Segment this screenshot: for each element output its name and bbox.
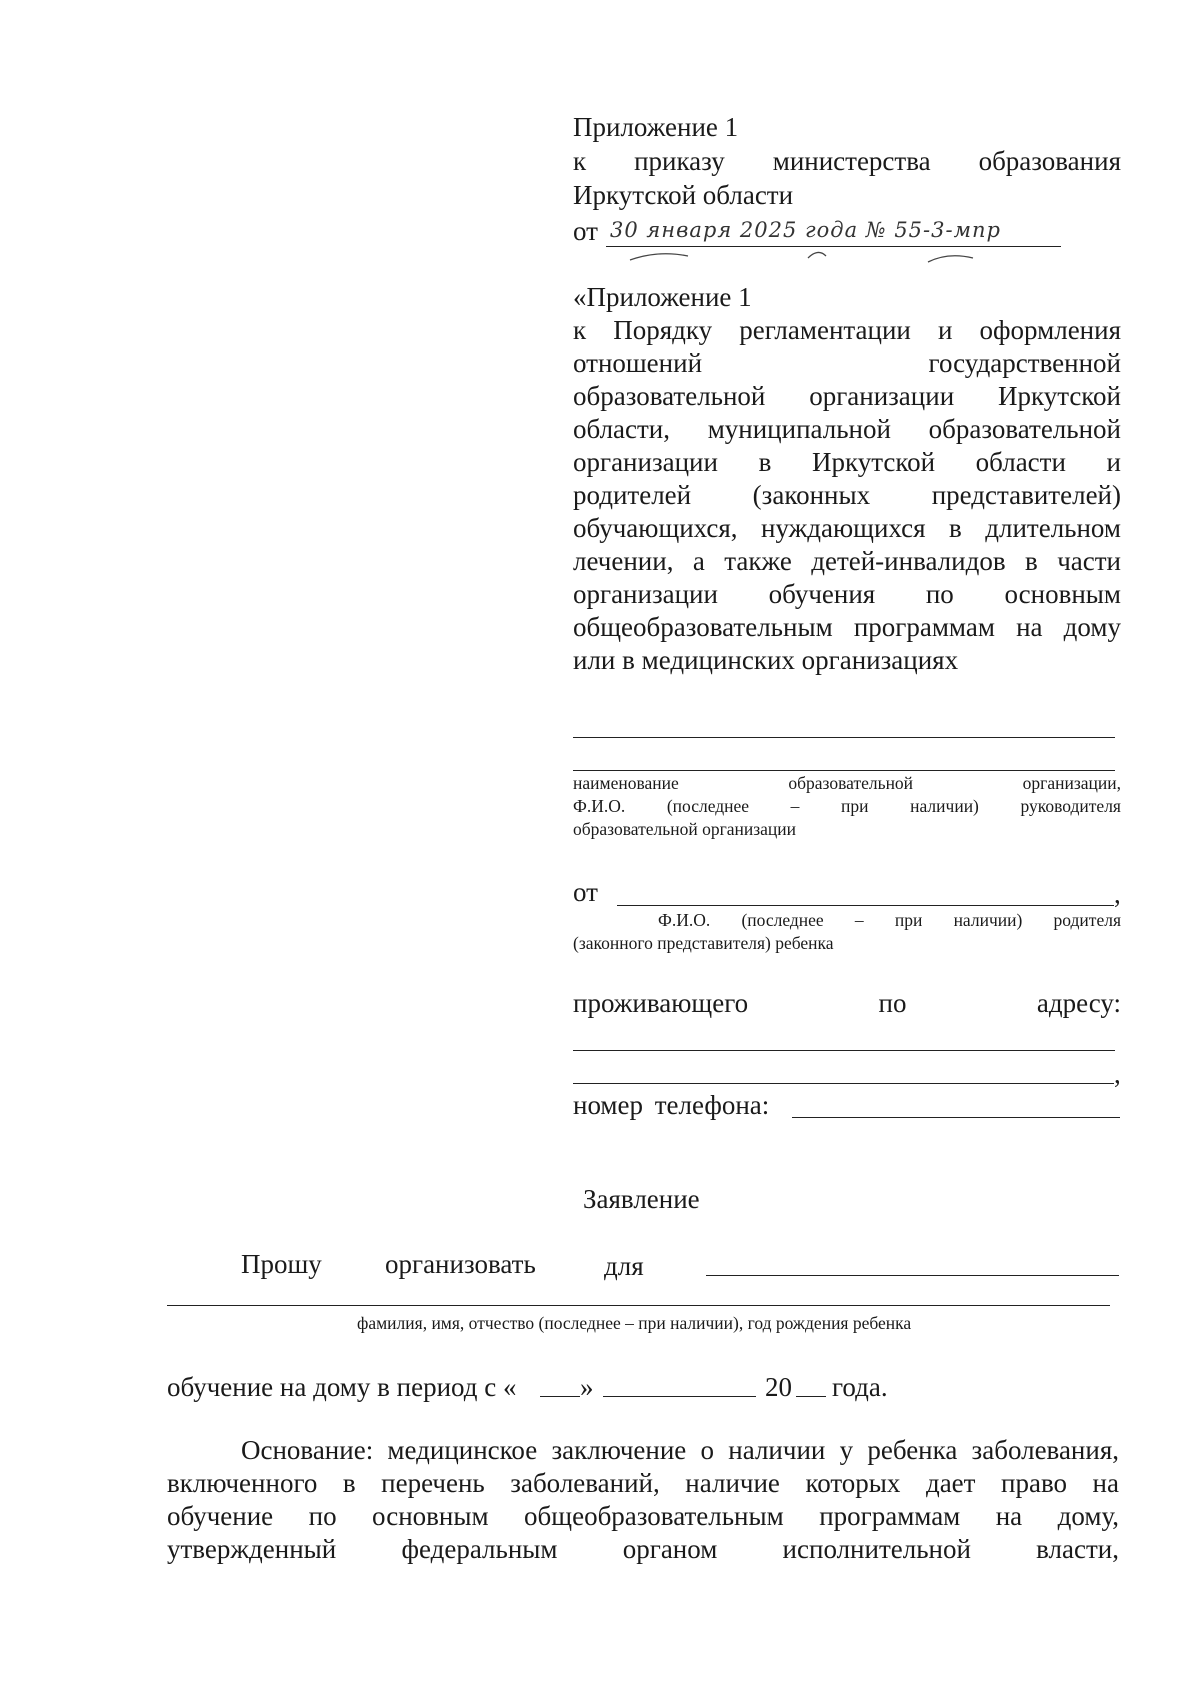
annex-line: лечении, а также детей-инвалидов в части [573,546,1121,576]
residing-word: проживающего [573,988,749,1018]
annex-line: к Порядку регламентации и оформления [573,315,1121,345]
address-field-1[interactable] [573,1050,1115,1051]
period-month-field[interactable] [603,1396,756,1397]
organization-caption: наименование образовательной организации, [573,773,1121,793]
annex-line: обучающихся, нуждающихся в длительном [573,513,1121,543]
request-word: для [604,1251,644,1281]
annex-line: отношений государственной [573,348,1121,378]
basis-line: утвержденный федеральным органом исполнительной власти, [167,1534,1119,1564]
annex-line: образовательной организации Иркутской [573,381,1121,411]
annex-line: или в медицинских организациях [573,645,959,675]
annex-line: общеобразовательным программам на дому [573,612,1121,642]
director-name-field[interactable] [573,770,1115,771]
annex-title: «Приложение 1 [573,282,752,312]
from-comma: , [1114,879,1121,909]
annex-line: организации в Иркутской области и [573,447,1121,477]
parent-name-field[interactable] [617,905,1114,906]
date-prefix: от [573,216,598,246]
child-name-field-2[interactable] [167,1305,1110,1306]
order-word: к [573,146,587,176]
annex-line: родителей (законных представителей) [573,480,1121,510]
residing-word: адресу: [1036,988,1121,1018]
request-word: организовать [385,1249,536,1279]
parent-caption: Ф.И.О. (последнее – при наличии) родителя [658,910,1121,930]
address-comma: , [1114,1059,1121,1089]
period-quote-close: » [580,1372,594,1402]
annex-line: области, муниципальной образовательной [573,414,1121,444]
from-prefix: от [573,877,598,907]
organization-name-field[interactable] [573,737,1115,738]
period-prefix: обучение на дому в период с « [167,1372,517,1402]
basis-line: включенного в перечень заболеваний, наличие которых дает право на [167,1468,1119,1498]
basis-line: обучение по основным общеобразовательным программам на дому, [167,1501,1119,1531]
period-day-field[interactable] [540,1396,580,1397]
phone-field[interactable] [792,1117,1120,1118]
order-word: министерства [772,146,931,176]
order-line-2: Иркутской области [573,180,794,210]
child-caption: фамилия, имя, отчество (последнее – при наличии), год рождения ребенка [357,1313,912,1333]
phone-label: номер телефона: [573,1090,770,1120]
order-line-1 [573,145,1121,177]
order-word: образования [978,146,1121,176]
residing-word: по [878,988,907,1018]
period-year-prefix: 20 [765,1372,792,1402]
address-field-2[interactable] [573,1083,1114,1084]
signature-flourish-icon [628,244,988,266]
annex-line: организации обучения по основным [573,579,1121,609]
organization-caption: образовательной организации [573,819,797,839]
residing-line [573,987,1121,1019]
period-year-field[interactable] [796,1396,826,1397]
handwritten-date-signature: 30 января 2025 года № 55-3-мпр [610,218,1001,242]
period-suffix: года. [832,1372,888,1402]
child-name-field-1[interactable] [706,1275,1119,1276]
basis-line: Основание: медицинское заключение о наличии у ребенка заболевания, [241,1435,1119,1465]
statement-title: Заявление [583,1184,700,1214]
request-word: Прошу [241,1249,322,1279]
organization-caption: Ф.И.О. (последнее – при наличии) руководителя [573,796,1121,816]
appendix-title: Приложение 1 [573,112,739,142]
order-word: приказу [634,146,725,176]
parent-caption: (законного представителя) ребенка [573,933,834,953]
